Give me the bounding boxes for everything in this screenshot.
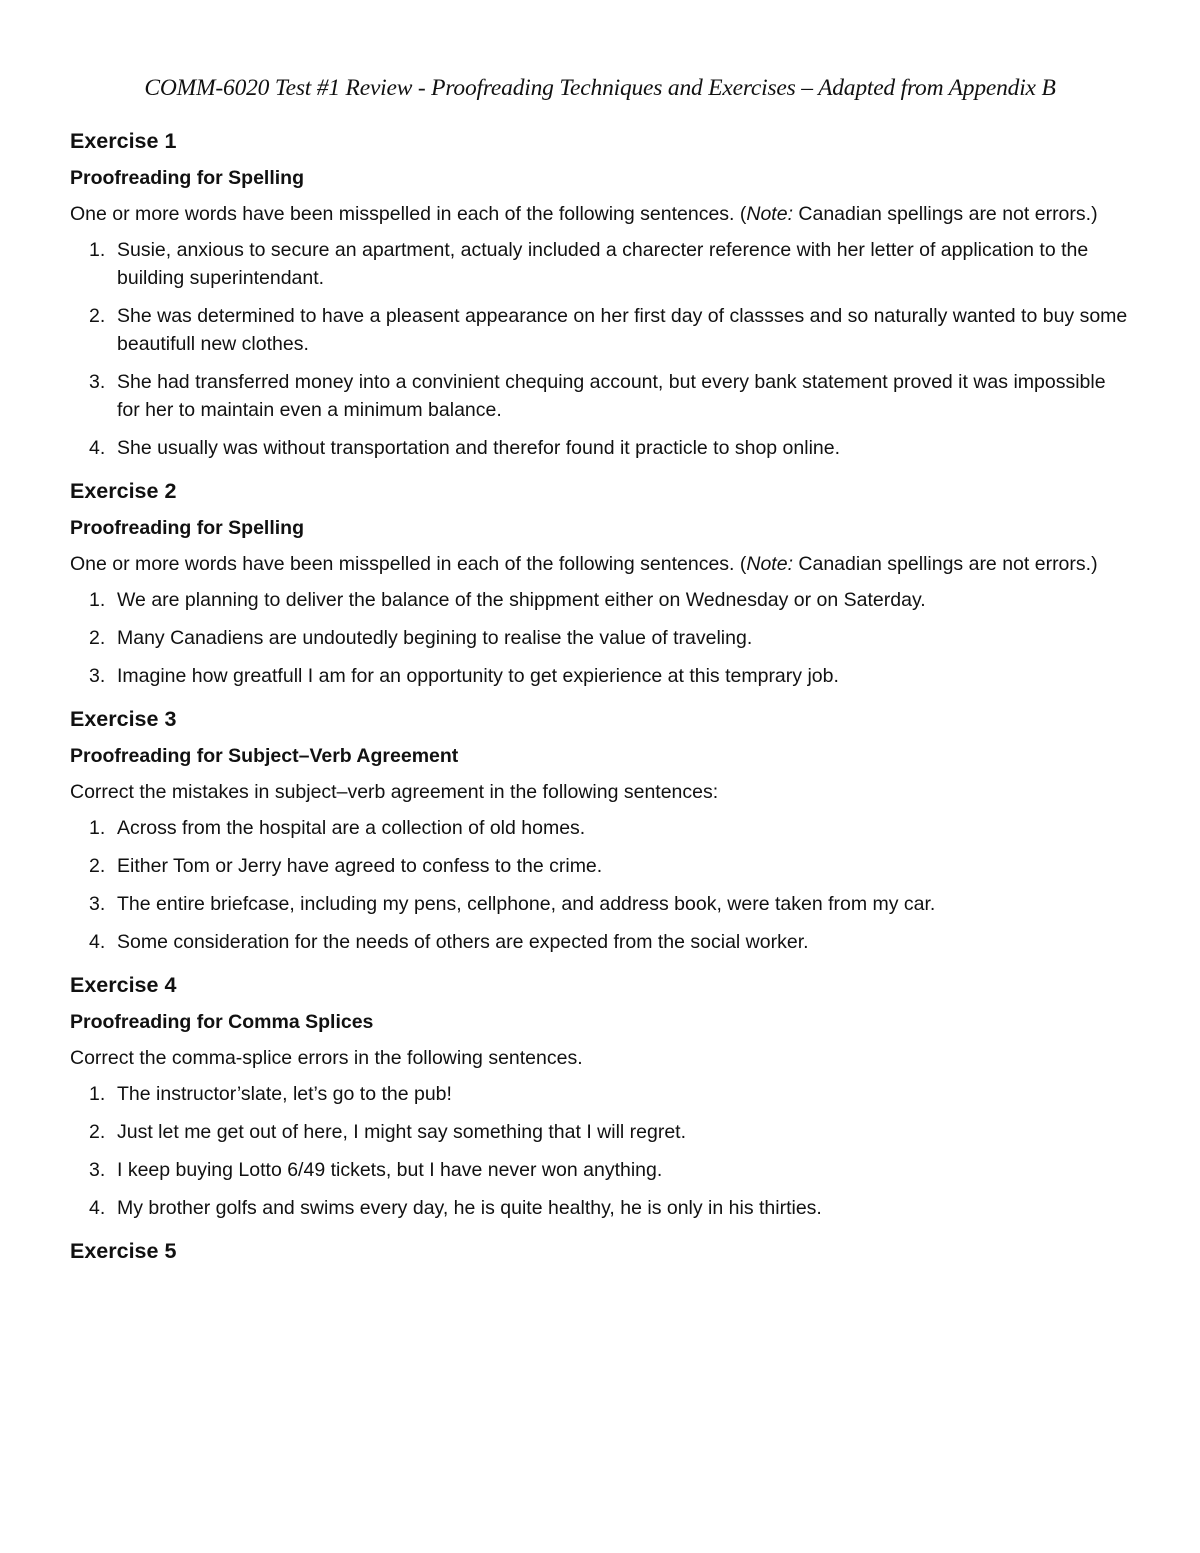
note-label: Note: xyxy=(746,553,793,575)
exercise-item: Just let me get out of here, I might say something that I will regret. xyxy=(117,1121,687,1143)
exercise-title: Exercise 5 xyxy=(70,1239,177,1263)
exercise-item: The entire briefcase, including my pens, cellphone, and address book, were taken from my car. xyxy=(117,893,936,915)
exercise-subtitle: Proofreading for Comma Splices xyxy=(70,1011,374,1033)
exercise-item: The instructor’slate, let’s go to the pub! xyxy=(117,1083,452,1105)
document-header: COMM-6020 Test #1 Review - Proofreading Techniques and Exercises – Adapted from Appendix B xyxy=(144,75,1056,101)
exercise-item: Susie, anxious to secure an apartment, actualy included a charecter reference with her letter of application to the building superintendant. xyxy=(117,239,1089,289)
exercise-item-list xyxy=(70,1080,1130,1222)
exercise-title: Exercise 2 xyxy=(70,479,177,503)
exercise-item: Imagine how greatfull I am for an opportunity to get expierience at this temprary job. xyxy=(117,665,839,687)
exercise-instructions: Correct the comma-splice errors in the following sentences. xyxy=(70,1047,583,1069)
exercise-instructions xyxy=(70,550,1130,578)
exercise-3 xyxy=(70,704,1130,956)
exercise-item-list xyxy=(70,236,1130,462)
instructions-text: Canadian spellings are not errors.) xyxy=(792,203,1098,225)
exercise-item: Across from the hospital are a collection of old homes. xyxy=(117,817,586,839)
exercise-item: My brother golfs and swims every day, he is quite healthy, he is only in his thirties. xyxy=(117,1197,822,1219)
exercise-item: Either Tom or Jerry have agreed to confess to the crime. xyxy=(117,855,603,877)
exercise-5 xyxy=(70,1236,1130,1266)
exercise-item: Many Canadiens are undoutedly begining to realise the value of traveling. xyxy=(117,627,753,649)
exercise-item: I keep buying Lotto 6/49 tickets, but I have never won anything. xyxy=(117,1159,663,1181)
exercise-subtitle: Proofreading for Subject–Verb Agreement xyxy=(70,745,459,767)
exercise-subtitle: Proofreading for Spelling xyxy=(70,167,305,189)
exercise-item: She was determined to have a pleasent appearance on her first day of classses and so naturally wanted to buy some beautifull new clothes. xyxy=(117,305,1128,355)
instructions-text: One or more words have been misspelled in each of the following sentences. ( xyxy=(70,553,747,575)
exercise-title: Exercise 4 xyxy=(70,973,177,997)
exercise-instructions: Correct the mistakes in subject–verb agreement in the following sentences: xyxy=(70,781,719,803)
instructions-text: One or more words have been misspelled in each of the following sentences. ( xyxy=(70,203,747,225)
exercise-item: We are planning to deliver the balance of the shippment either on Wednesday or on Saterday. xyxy=(117,589,926,611)
exercise-item-list xyxy=(70,814,1130,956)
exercise-item-list xyxy=(70,586,1130,690)
exercise-1 xyxy=(70,126,1130,462)
exercise-title: Exercise 3 xyxy=(70,707,177,731)
exercise-4 xyxy=(70,970,1130,1222)
exercise-item: She had transferred money into a convinient chequing account, but every bank statement proved it was impossible for her to maintain even a minimum balance. xyxy=(117,371,1106,421)
exercise-title: Exercise 1 xyxy=(70,129,177,153)
exercise-item: She usually was without transportation and therefor found it practicle to shop online. xyxy=(117,437,841,459)
exercise-2 xyxy=(70,476,1130,690)
note-label: Note: xyxy=(746,203,793,225)
exercise-item: Some consideration for the needs of others are expected from the social worker. xyxy=(117,931,809,953)
exercise-instructions xyxy=(70,200,1130,228)
exercise-subtitle: Proofreading for Spelling xyxy=(70,517,305,539)
instructions-text: Canadian spellings are not errors.) xyxy=(792,553,1098,575)
